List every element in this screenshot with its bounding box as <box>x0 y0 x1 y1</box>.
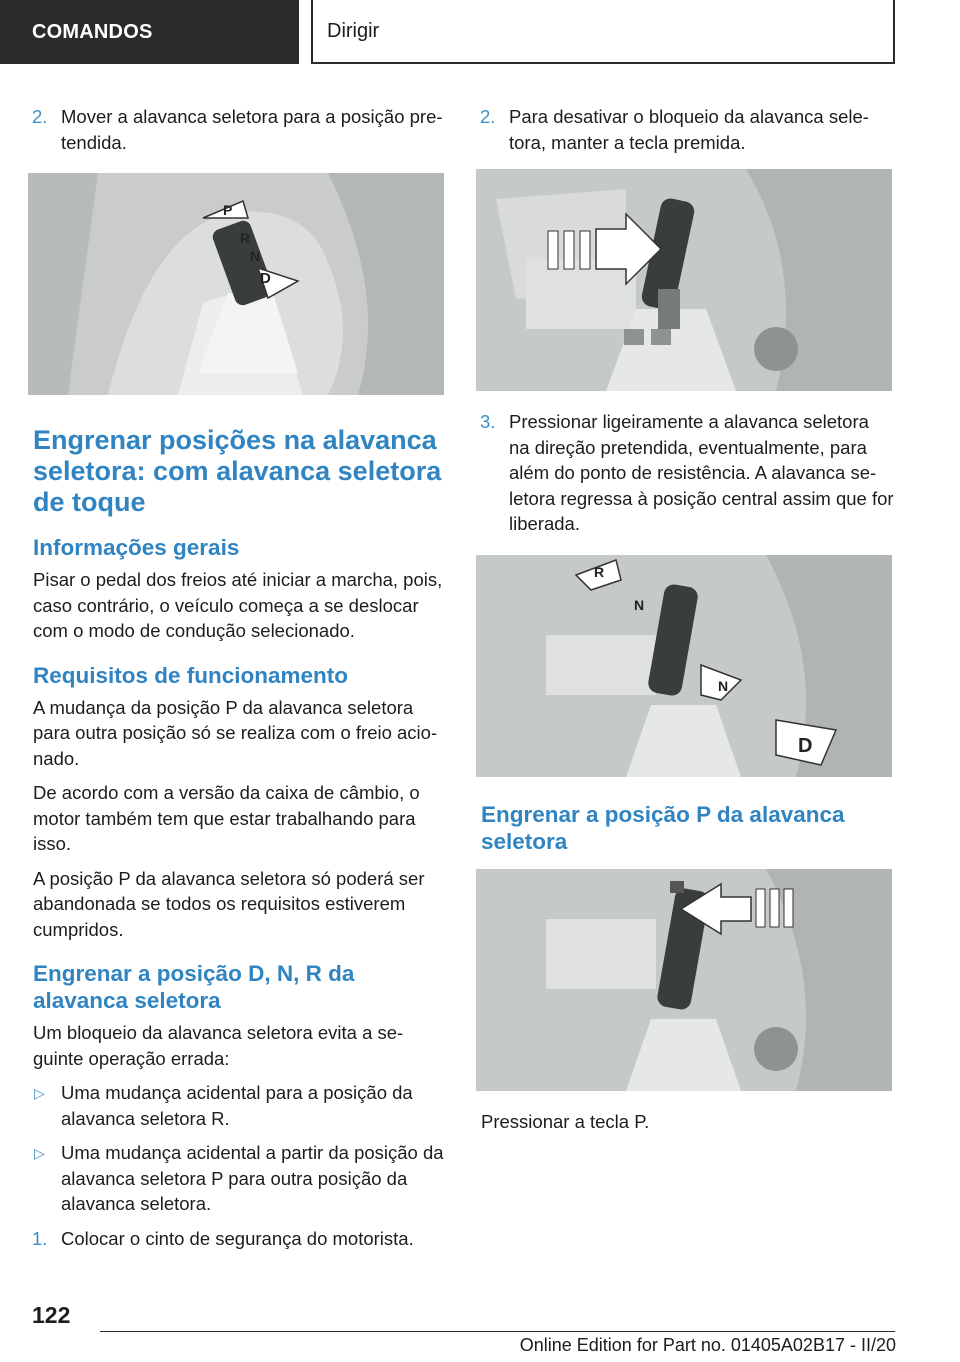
step-number: 2. <box>32 106 48 127</box>
requirements-p3: A posição P da alavanca seletora só poderá ser abandonada se todos os requisitos estiverem cumpridos. <box>33 867 425 940</box>
step-1-left <box>28 1226 446 1252</box>
figure-shift-pattern <box>28 173 444 395</box>
subheading-p: Engrenar a posição P da alavanca seletora <box>481 801 845 854</box>
gear-shift-directions-illustration <box>476 555 892 777</box>
p-text: Pressionar a tecla P. <box>481 1110 650 1132</box>
gear-lever-p-button-illustration <box>476 869 892 1091</box>
step-text: Para desativar o bloqueio da alavanca sele-tora, manter a tecla premida. <box>509 106 869 153</box>
dnr-intro: Um bloqueio da alavanca seletora evita a se-guinte operação errada: <box>33 1022 404 1069</box>
label-d: D <box>798 734 813 757</box>
section-heading: Engrenar posições na alavanca seletora: com alavanca seletora de toque <box>33 425 442 517</box>
label-r: R <box>594 563 605 580</box>
label-p: P <box>223 202 233 218</box>
step-number: 1. <box>32 1227 48 1249</box>
page-number: 122 <box>32 1302 71 1328</box>
bullet-text: Uma mudança acidental para a posição da alavanca seletora R. <box>61 1082 413 1129</box>
figure-unlock-button <box>476 169 892 391</box>
figure-shift-directions <box>476 555 892 777</box>
step-text: Pressionar ligeiramente a alavanca seletora na direção pretendida, eventualmente, para além do ponto de resistência. A alavanca se-letora regressa à posição central assim que for liberada. <box>509 411 894 534</box>
right-column <box>476 104 894 1143</box>
bullet-item <box>28 1140 446 1217</box>
bullet-text: Uma mudança acidental a partir da posição da alavanca seletora P para outra posição da alavanca seletora. <box>61 1142 444 1214</box>
triangle-right-icon: ▷ <box>34 1145 45 1161</box>
step-2-right <box>476 104 894 155</box>
p-button <box>670 881 684 893</box>
general-text: Pisar o pedal dos freios até iniciar a marcha, pois, caso contrário, o veículo começa a se deslocar com o modo de condução selecionado. <box>33 569 443 641</box>
step-text: Colocar o cinto de segurança do motorista. <box>61 1227 414 1249</box>
gear-selector-illustration <box>28 173 444 395</box>
label-n: N <box>634 596 645 613</box>
label-r: R <box>240 230 251 246</box>
bullet-item <box>28 1080 446 1131</box>
gear-lever-button-illustration <box>476 169 892 391</box>
requirements-p2: De acordo com a versão da caixa de câmbio, o motor também tem que estar trabalhando para isso. <box>33 782 420 854</box>
subheading-dnr: Engrenar a posição D, N, R da alavanca seletora <box>33 961 355 1013</box>
subheading-general: Informações gerais <box>33 535 240 560</box>
requirements-p1: A mudança da posição P da alavanca seletora para outra posição só se realiza com o freio acio-nado. <box>33 696 438 769</box>
edition-note: Online Edition for Part no. 01405A02B17 - II/20 <box>519 1335 896 1355</box>
step-2-left <box>28 104 446 155</box>
subheading-requirements: Requisitos de funcionamento <box>33 662 349 688</box>
figure-p-button <box>476 869 892 1091</box>
section-tab: COMANDOS <box>0 0 299 64</box>
step-text: Mover a alavanca seletora para a posição pre-tendida. <box>61 106 443 153</box>
label-d: D <box>260 270 271 287</box>
left-column <box>28 104 446 1260</box>
step-number: 3. <box>480 411 496 432</box>
step-number: 2. <box>480 106 496 127</box>
label-n: N <box>250 248 261 264</box>
triangle-right-icon: ▷ <box>34 1085 45 1101</box>
step-3-right <box>476 409 894 537</box>
chapter-tab: Dirigir <box>311 0 895 64</box>
label-n: N <box>718 677 729 694</box>
